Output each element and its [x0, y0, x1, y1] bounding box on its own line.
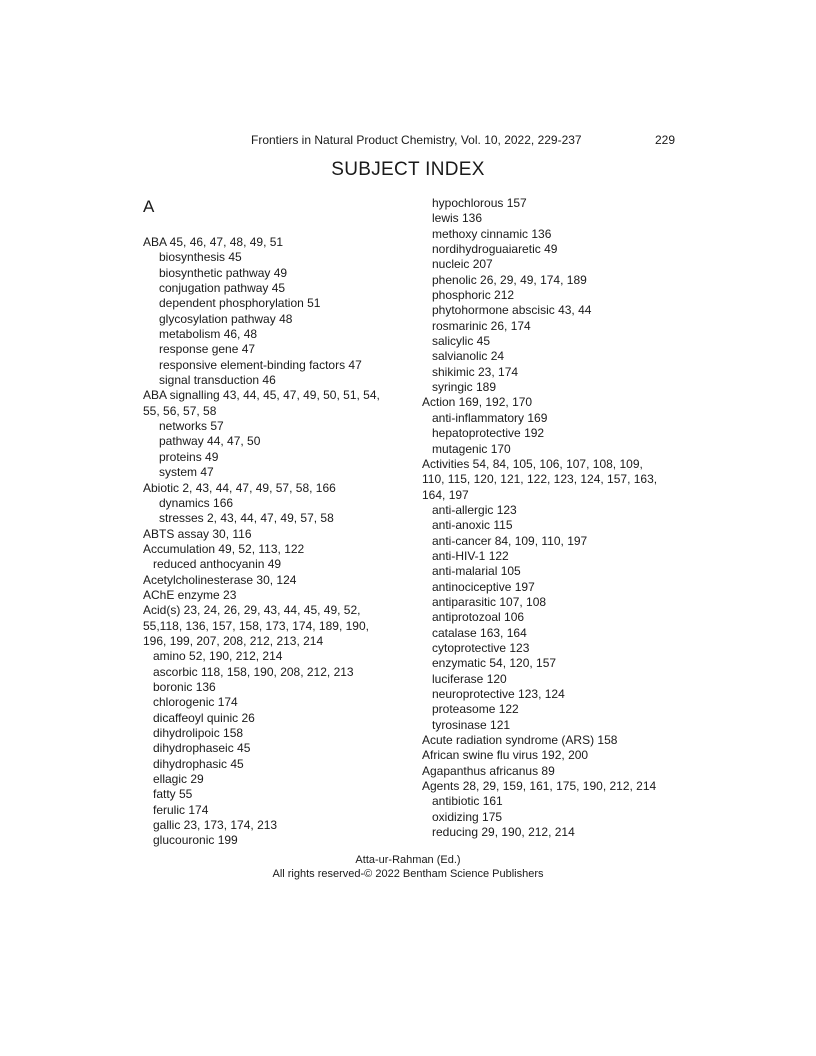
index-subentry: nordihydroguaiaretic 49: [432, 242, 558, 257]
index-main-entry: AChE enzyme 23: [143, 587, 237, 602]
index-subentry: fatty 55: [153, 787, 193, 802]
index-subentry: tyrosinase 121: [432, 717, 511, 732]
index-main-entry: ABA 45, 46, 47, 48, 49, 51: [143, 235, 284, 249]
index-subentry: catalase 163, 164: [432, 625, 527, 640]
index-main-entry: Activities 54, 84, 105, 106, 107, 108, 109, 110, 115, 120, 121, 122, 123, 124, 157, 163, 164, 197: [422, 456, 658, 502]
index-main-entry: Abiotic 2, 43, 44, 47, 49, 57, 58, 166: [143, 480, 336, 495]
copyright-notice: All rights reserved-© 2022 Bentham Science Publishers: [272, 868, 544, 880]
index-subentry: ellagic 29: [153, 772, 204, 787]
index-subentry: anti-HIV-1 122: [432, 548, 509, 563]
index-column-right: [422, 196, 668, 840]
index-subentry: rosmarinic 26, 174: [432, 318, 531, 333]
index-subentry: anti-inflammatory 169: [432, 410, 548, 425]
index-subentry: metabolism 46, 48: [159, 327, 258, 342]
index-main-entry: Acid(s) 23, 24, 26, 29, 43, 44, 45, 49, 52, 55,118, 136, 157, 158, 173, 174, 189, 190, 196, 199, 207, 208, 212, 213, 214: [143, 603, 369, 648]
index-main-entry: Agapanthus africanus 89: [422, 763, 555, 778]
index-main-entry: Action 169, 192, 170: [422, 395, 533, 410]
page-title: SUBJECT INDEX: [331, 159, 485, 180]
journal-citation: Frontiers in Natural Product Chemistry, Vol. 10, 2022, 229-237: [251, 133, 582, 147]
index-subentry: luciferase 120: [432, 671, 507, 686]
index-subentry: lewis 136: [432, 211, 483, 226]
index-subentry: chlorogenic 174: [153, 695, 238, 710]
index-subentry: dihydrolipoic 158: [153, 726, 244, 740]
index-subentry: antiprotozoal 106: [432, 610, 525, 625]
index-subentry: glycosylation pathway 48: [159, 311, 293, 326]
index-subentry: biosynthetic pathway 49: [159, 265, 288, 280]
index-subentry: glucouronic 199: [153, 833, 238, 848]
index-main-entry: ABTS assay 30, 116: [143, 526, 252, 541]
index-subentry: anti-allergic 123: [432, 502, 517, 517]
index-subentry: neuroprotective 123, 124: [432, 687, 565, 701]
index-subentry: antinociceptive 197: [432, 579, 535, 594]
index-subentry: reduced anthocyanin 49: [153, 557, 282, 572]
index-subentry: ferulic 174: [153, 802, 209, 817]
index-subentry: dihydrophaseic 45: [153, 741, 251, 756]
editor-credit: Atta-ur-Rahman (Ed.): [355, 854, 461, 866]
page-number: 229: [655, 133, 676, 147]
index-subentry: proteasome 122: [432, 702, 519, 717]
index-entries-right: [422, 196, 668, 840]
index-subentry: dynamics 166: [159, 495, 234, 510]
index-main-entry: African swine flu virus 192, 200: [422, 748, 589, 763]
index-subentry: phosphoric 212: [432, 288, 515, 303]
index-subentry: dihydrophasic 45: [153, 756, 244, 771]
index-subentry: proteins 49: [159, 449, 219, 464]
index-subentry: antibiotic 161: [432, 794, 503, 809]
index-subentry: responsive element-binding factors 47: [159, 357, 362, 372]
index-main-entry: Agents 28, 29, 159, 161, 175, 190, 212, 214: [422, 779, 657, 794]
index-subentry: enzymatic 54, 120, 157: [432, 656, 557, 671]
index-subentry: salicylic 45: [432, 334, 491, 349]
index-subentry: boronic 136: [153, 679, 216, 694]
index-subentry: system 47: [159, 465, 214, 480]
index-main-entry: Acetylcholinesterase 30, 124: [143, 572, 297, 587]
index-subentry: dicaffeoyl quinic 26: [153, 710, 255, 725]
index-subentry: networks 57: [159, 419, 224, 434]
index-subentry: conjugation pathway 45: [159, 281, 286, 296]
index-subentry: biosynthesis 45: [159, 250, 242, 265]
index-subentry: ascorbic 118, 158, 190, 208, 212, 213: [153, 664, 354, 679]
index-subentry: cytoprotective 123: [432, 640, 530, 655]
index-column-left: [143, 196, 395, 849]
index-subentry: methoxy cinnamic 136: [432, 226, 552, 241]
index-subentry: dependent phosphorylation 51: [159, 296, 321, 311]
index-subentry: signal transduction 46: [159, 373, 276, 388]
index-subentry: nucleic 207: [432, 257, 493, 272]
section-letter: A: [143, 197, 155, 216]
index-subentry: antiparasitic 107, 108: [432, 594, 547, 609]
index-entries-left: [143, 235, 395, 849]
page-footer: [0, 853, 816, 881]
index-main-entry: Accumulation 49, 52, 113, 122: [143, 541, 305, 556]
index-subentry: hypochlorous 157: [432, 196, 527, 210]
index-subentry: gallic 23, 173, 174, 213: [153, 818, 278, 833]
index-subentry: oxidizing 175: [432, 809, 503, 824]
index-subentry: phenolic 26, 29, 49, 174, 189: [432, 272, 587, 287]
index-subentry: anti-anoxic 115: [432, 518, 513, 533]
index-main-entry: ABA signalling 43, 44, 45, 47, 49, 50, 51, 54, 55, 56, 57, 58: [143, 388, 380, 418]
index-subentry: stresses 2, 43, 44, 47, 49, 57, 58: [159, 511, 334, 526]
index-subentry: hepatoprotective 192: [432, 426, 545, 441]
index-subentry: mutagenic 170: [432, 441, 511, 456]
index-main-entry: Acute radiation syndrome (ARS) 158: [422, 733, 618, 748]
index-subentry: shikimic 23, 174: [432, 364, 519, 379]
index-subentry: pathway 44, 47, 50: [159, 434, 261, 449]
index-subentry: response gene 47: [159, 342, 256, 357]
index-subentry: anti-malarial 105: [432, 564, 521, 579]
index-subentry: amino 52, 190, 212, 214: [153, 649, 283, 664]
index-subentry: phytohormone abscisic 43, 44: [432, 303, 592, 318]
index-subentry: salvianolic 24: [432, 349, 505, 364]
index-subentry: syringic 189: [432, 380, 497, 395]
index-subentry: reducing 29, 190, 212, 214: [432, 825, 575, 840]
index-subentry: anti-cancer 84, 109, 110, 197: [432, 533, 588, 548]
